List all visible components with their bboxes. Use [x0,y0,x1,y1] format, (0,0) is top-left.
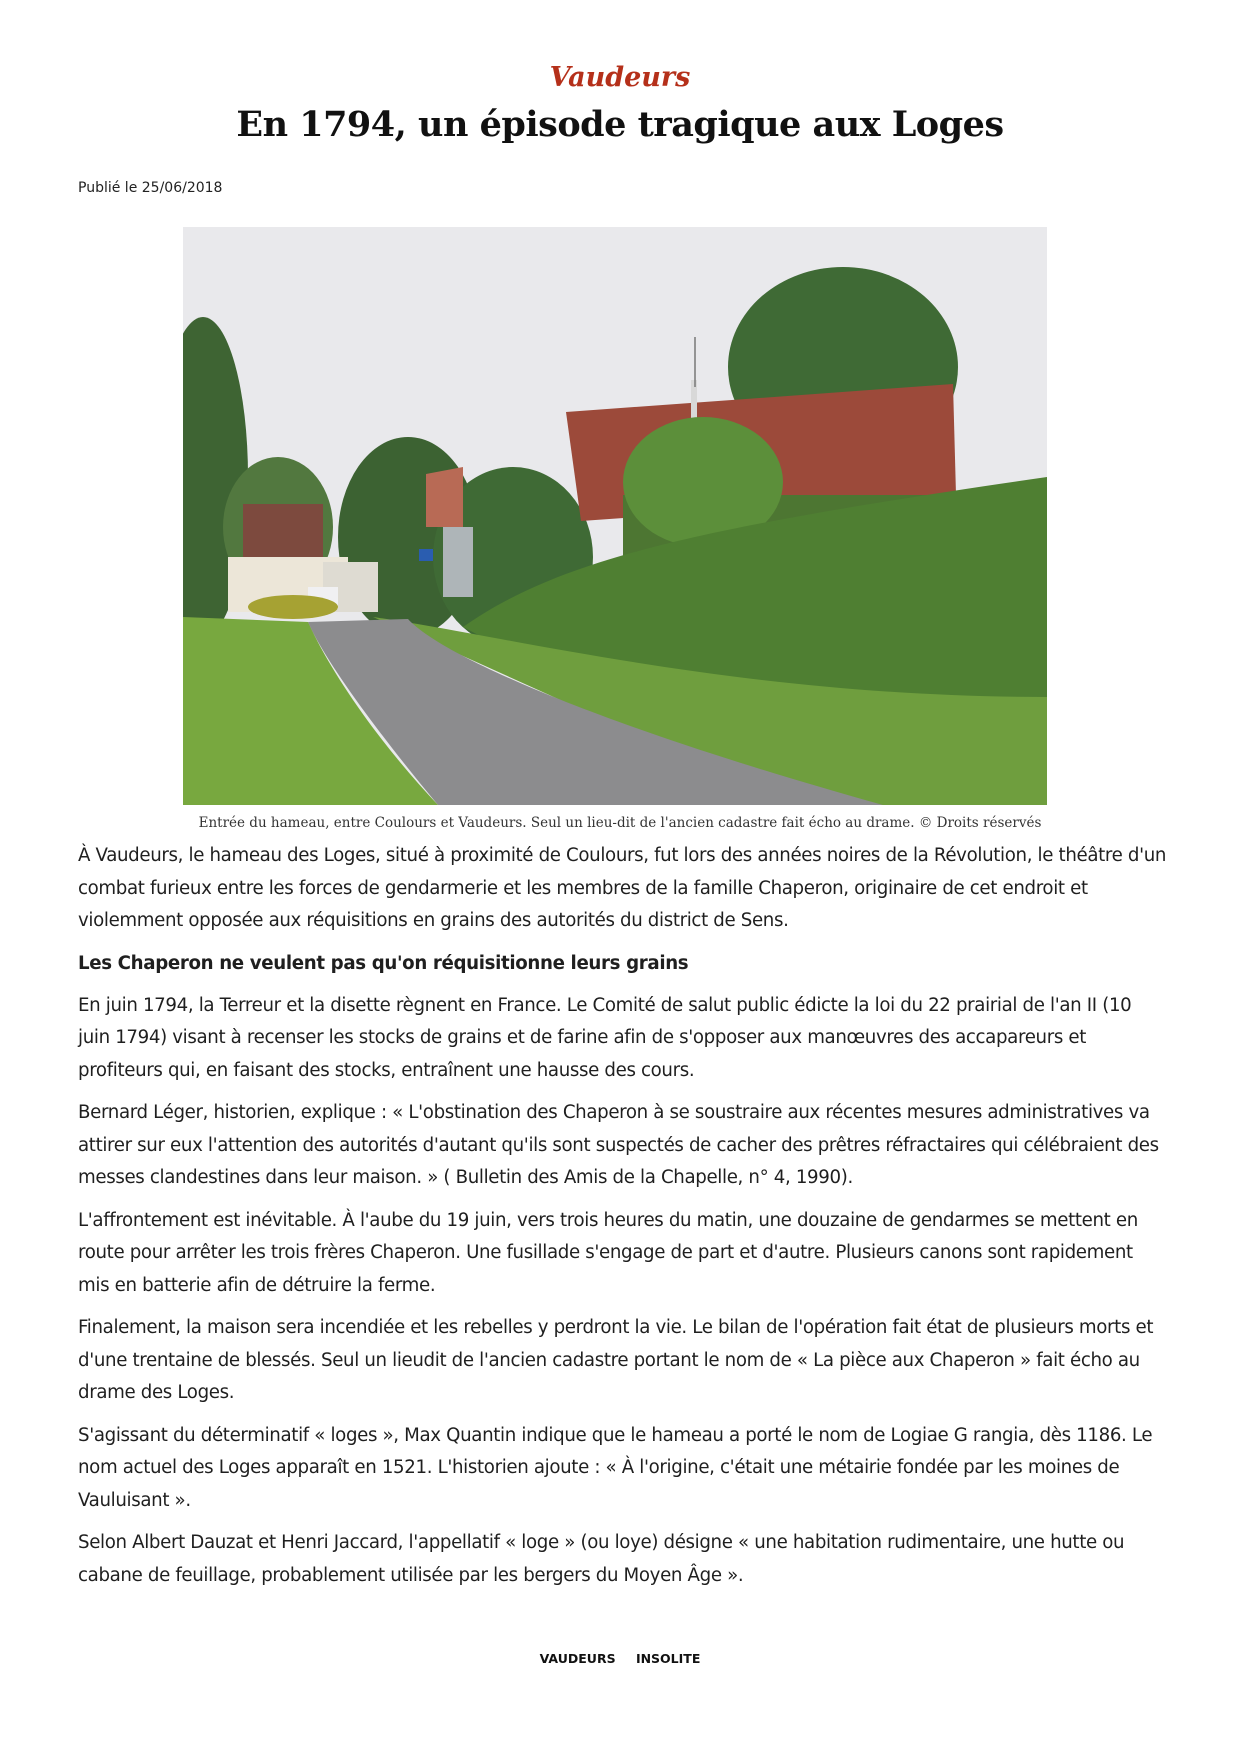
tag-insolite[interactable]: INSOLITE [635,1651,701,1666]
article-photo [183,227,1047,805]
intro-paragraph: À Vaudeurs, le hameau des Loges, situé à proximité de Coulours, fut lors des années noires de la Révolution, le théâtre d'un combat furieux entre les forces de gendarmerie et les membres de la famille Chaperon, originaire de cet endroit et violemment opposée aux réquisitions en grains des autorités du district de Sens. [78,845,1167,931]
paragraph: Selon Albert Dauzat et Henri Jaccard, l'appellatif « loge » (ou loye) désigne « une habitation rudimentaire, une hutte ou cabane de feuillage, probablement utilisée par les bergers du Moyen Âge ». [78,1532,1125,1586]
road-sign [419,549,433,561]
house-wall [443,527,473,597]
paragraph: L'affrontement est inévitable. À l'aube du 19 juin, vers trois heures du matin, une douzaine de gendarmes se mettent en route pour arrêter les trois frères Chaperon. Une fusillade s'engage de part et d'autre. Plusieurs canons sont rapidement mis en batterie afin de détruire la ferme. [78,1209,1138,1296]
house-roof [426,467,463,527]
paragraph: Finalement, la maison sera incendiée et les rebelles y perdront la vie. Le bilan de l'opération fait état de plusieurs morts et d'une trentaine de blessés. Seul un lieudit de l'ancien cadastre portant le nom de « La pièce aux Chaperon » fait écho au drame des Loges. [78,1317,1154,1403]
hamlet-road-photo [183,227,1047,805]
publish-date: Publié le 25/06/2018 [78,180,223,196]
flower-bed [248,595,338,619]
article-title: En 1794, un épisode tragique aux Loges [236,104,1004,145]
photo-caption: Entrée du hameau, entre Coulours et Vaudeurs. Seul un lieu-dit de l'ancien cadastre fait écho au drame. © Droits réservés [198,815,1042,831]
tag-list [0,1651,1240,1666]
paragraph: Bernard Léger, historien, explique : « L'obstination des Chaperon à se soustraire aux récentes mesures administratives va attirer sur eux l'attention des autorités d'autant qu'ils sont suspectés de cacher des prêtres réfractaires qui célébraient des messes clandestines dans leur maison. » ( Bulletin des Amis de la Chapelle, n° 4, 1990). [78,1102,1159,1188]
section-kicker[interactable]: Vaudeurs [549,62,691,93]
subheading: Les Chaperon ne veulent pas qu'on réquisitionne leurs grains [78,952,689,974]
paragraph: En juin 1794, la Terreur et la disette règnent en France. Le Comité de salut public édicte la loi du 22 prairial de l'an II (10 juin 1794) visant à recenser les stocks de grains et de farine afin de s'opposer aux manœuvres des accapareurs et profiteurs qui, en faisant des stocks, entraînent une hausse des cours. [78,994,1132,1081]
article-body [78,840,1168,1602]
paragraph: S'agissant du déterminatif « loges », Max Quantin indique que le hameau a porté le nom de Logiae G rangia, dès 1186. Le nom actuel des Loges apparaît en 1521. L'historien ajoute : « À l'origine, c'était une métairie fondée par les moines de Vauluisant ». [78,1424,1153,1511]
tag-vaudeurs[interactable]: VAUDEURS [539,1651,616,1666]
